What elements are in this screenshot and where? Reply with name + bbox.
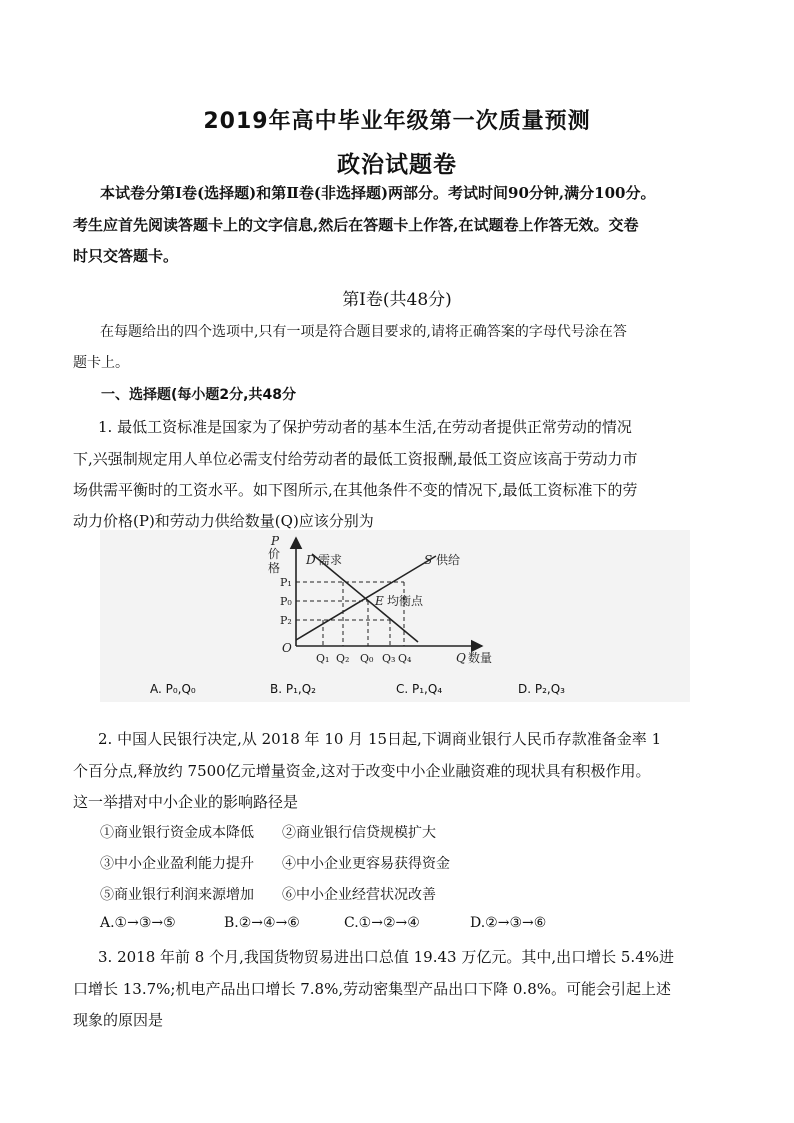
q1-option-a: A. P₀,Q₀ <box>150 682 196 696</box>
q2-line-3: 这一举措对中小企业的影响路径是 <box>73 793 299 811</box>
q2-line-2: 个百分点,释放约 7500亿元增量资金,这对于改变中小企业融资难的现状具有积极作用。 <box>73 762 651 780</box>
supply-demand-diagram <box>100 530 690 702</box>
intro-line-1: 本试卷分第Ⅰ卷(选择题)和第Ⅱ卷(非选择题)两部分。考试时间90分钟,满分100分。 <box>100 184 656 202</box>
p2-label: P₂ <box>280 614 292 627</box>
equilibrium-label: 均衡点 <box>387 594 424 608</box>
origin-label: O <box>282 641 292 655</box>
supply-label: 供给 <box>436 553 461 567</box>
q1-option-b: B. P₁,Q₂ <box>270 682 316 696</box>
q2-option-a: A.①→③→⑤ <box>100 915 176 931</box>
q2-option-d: D.②→③→⑥ <box>470 915 547 931</box>
q3-line-2: 口增长 13.7%;机电产品出口增长 7.8%,劳动密集型产品出口下降 0.8%。可能会引起上述 <box>73 980 671 998</box>
q0-tick-label: Q₀ <box>360 652 374 665</box>
q2-item-2: ②商业银行信贷规模扩大 <box>282 825 436 841</box>
intro-line-3: 时只交答题卡。 <box>73 247 179 265</box>
q1-line-2: 下,兴强制规定用人单位必需支付给劳动者的最低工资报酬,最低工资应该高于劳动力市 <box>73 450 638 468</box>
section-heading: 一、选择题(每小题2分,共48分 <box>101 387 296 403</box>
dashed-guides <box>296 582 404 646</box>
q1-line-1: 1. 最低工资标准是国家为了保护劳动者的基本生活,在劳动者提供正常劳动的情况 <box>98 418 632 436</box>
p0-label: P₀ <box>280 595 292 608</box>
q3-tick-label: Q₃ <box>382 652 396 665</box>
instruction-line-1: 在每题给出的四个选项中,只有一项是符合题目要求的,请将正确答案的字母代号涂在答 <box>100 324 627 340</box>
p1-label: P₁ <box>280 576 292 589</box>
equilibrium-e-label: E <box>375 594 384 608</box>
y-axis-label-char-2: 格 <box>268 561 281 575</box>
x-axis-q-label: Q <box>456 651 466 665</box>
q1-line-4: 动力价格(P)和劳动力供给数量(Q)应该分别为 <box>73 512 374 530</box>
y-axis-label-char-1: 价 <box>268 547 281 561</box>
q1-option-d: D. P₂,Q₃ <box>518 682 565 696</box>
q2-line-1: 2. 中国人民银行决定,从 2018 年 10 月 15日起,下调商业银行人民币存款准备金率 1 <box>98 730 662 748</box>
q3-line-1: 3. 2018 年前 8 个月,我国货物贸易进出口总值 19.43 万亿元。其中,出口增长 5.4%进 <box>98 948 674 966</box>
y-axis-p-label: P <box>271 534 280 548</box>
q2-tick-label: Q₂ <box>336 652 350 665</box>
exam-title: 2019年高中毕业年级第一次质量预测 <box>203 109 591 134</box>
q2-item-4: ④中小企业更容易获得资金 <box>282 856 450 872</box>
q2-option-c: C.①→②→④ <box>344 915 420 931</box>
q3-line-3: 现象的原因是 <box>73 1011 164 1029</box>
instruction-line-2: 题卡上。 <box>73 355 129 371</box>
q4-tick-label: Q₄ <box>398 652 412 665</box>
q2-option-b: B.②→④→⑥ <box>224 915 300 931</box>
q1-line-3: 场供需平衡时的工资水平。如下图所示,在其他条件不变的情况下,最低工资标准下的劳 <box>73 481 638 499</box>
demand-label: 需求 <box>318 553 343 567</box>
part1-heading: 第Ⅰ卷(共48分) <box>342 290 452 310</box>
q2-item-6: ⑥中小企业经营状况改善 <box>282 887 436 903</box>
exam-subtitle: 政治试题卷 <box>337 152 457 178</box>
supply-s-label: S <box>424 553 433 567</box>
q2-item-1: ①商业银行资金成本降低 <box>100 825 254 841</box>
q1-option-c: C. P₁,Q₄ <box>396 682 443 696</box>
demand-d-label: D <box>306 553 316 567</box>
q2-item-3: ③中小企业盈利能力提升 <box>100 856 254 872</box>
q1-tick-label: Q₁ <box>316 652 330 665</box>
q2-item-5: ⑤商业银行利润来源增加 <box>100 887 254 903</box>
x-axis-label: 数量 <box>468 651 493 665</box>
intro-line-2: 考生应首先阅读答题卡上的文字信息,然后在答题卡上作答,在试题卷上作答无效。交卷 <box>73 216 639 234</box>
supply-demand-figure <box>100 530 690 702</box>
